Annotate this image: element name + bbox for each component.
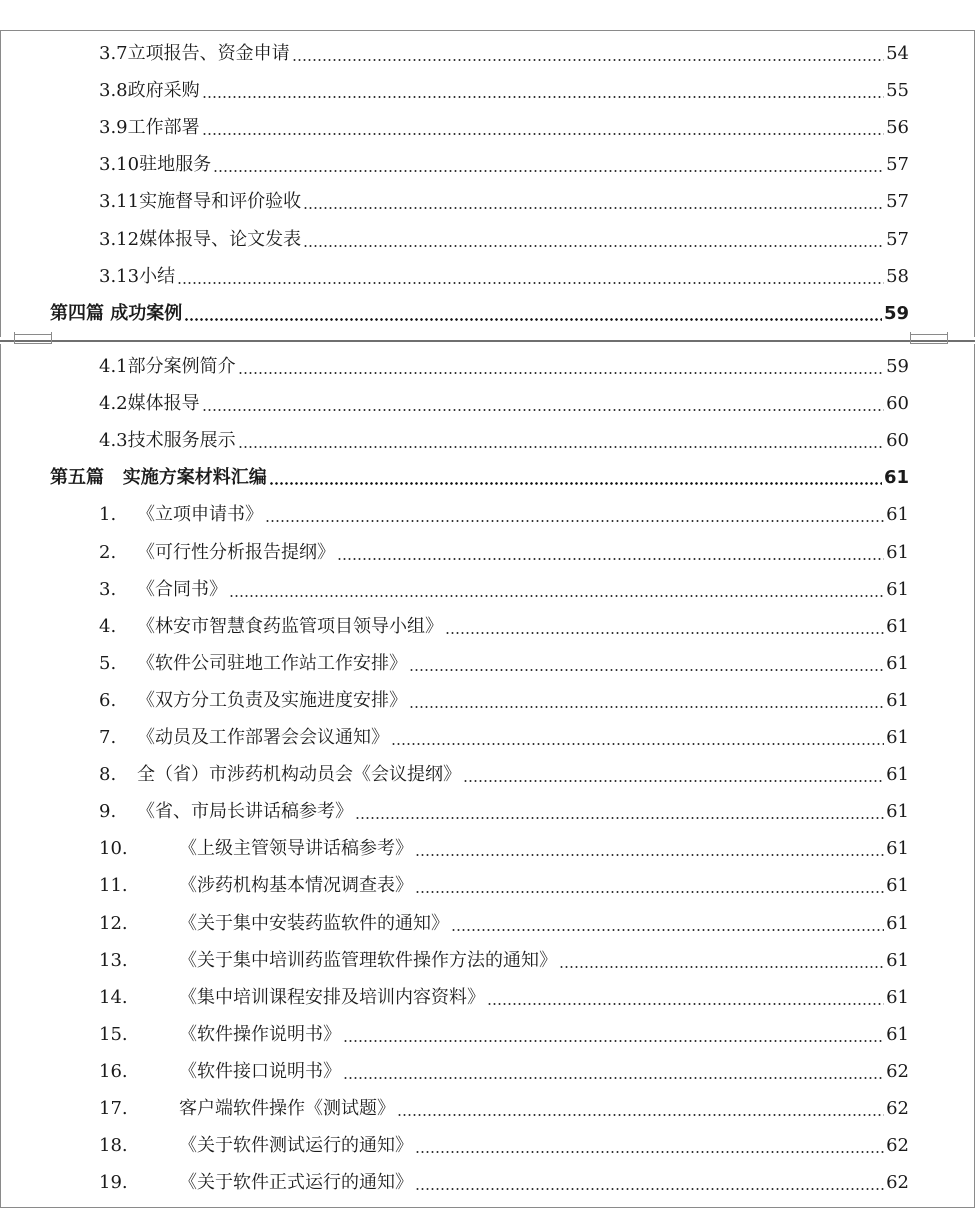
toc-dot-leader (303, 207, 884, 209)
toc-entry-title: 《可行性分析报告提纲》 (137, 542, 335, 563)
toc-dot-leader (355, 817, 884, 819)
toc-entry-content (99, 151, 909, 177)
toc-entry-number: 3. (99, 579, 117, 600)
toc-entry-content (99, 1021, 909, 1047)
toc-dot-leader (415, 891, 884, 893)
toc-page-number: 59 (886, 356, 909, 377)
toc-page-number: 57 (886, 191, 909, 212)
toc-entry-content (99, 984, 909, 1010)
toc-entry-content (50, 464, 909, 490)
toc-entry-content (99, 40, 909, 66)
toc-entry-content (99, 501, 909, 527)
toc-page-number: 60 (886, 430, 909, 451)
toc-entry[interactable] (0, 681, 975, 718)
toc-dot-leader (415, 1188, 884, 1190)
toc-page-number: 61 (883, 467, 909, 488)
toc-entry[interactable] (0, 257, 975, 294)
toc-dot-leader (409, 669, 884, 671)
toc-entry-content (99, 761, 909, 787)
toc-entry-number: 3.13 (99, 266, 140, 287)
toc-entry[interactable] (0, 904, 975, 941)
toc-entry-title: 驻地服务 (139, 154, 212, 175)
toc-entry-content (99, 798, 909, 824)
toc-dot-leader (265, 520, 884, 522)
toc-entry-title: 《省、市局长讲话稿参考》 (137, 801, 353, 822)
toc-entry-number: 3.11 (99, 191, 140, 212)
toc-page-number: 61 (886, 653, 909, 674)
toc-entry[interactable] (0, 570, 975, 607)
toc-entry-title: 《集中培训课程安排及培训内容资料》 (179, 987, 485, 1008)
toc-entry-number: 12. (99, 913, 128, 934)
toc-entry[interactable] (0, 34, 975, 71)
toc-entry-title: 《动员及工作部署会会议通知》 (137, 727, 389, 748)
toc-entry-title: 《关于软件测试运行的通知》 (179, 1135, 413, 1156)
toc-page-number: 57 (886, 229, 909, 250)
toc-entry-title: 《涉药机构基本情况调查表》 (179, 875, 413, 896)
toc-entry-title: 《双方分工负责及实施进度安排》 (137, 690, 407, 711)
toc-page-number: 61 (886, 913, 909, 934)
toc-page-number: 58 (886, 266, 909, 287)
toc-entry-number: 2. (99, 542, 117, 563)
toc-entry-title: 实施督导和评价验收 (139, 191, 302, 212)
toc-dot-leader (343, 1077, 884, 1079)
toc-entry-content (99, 1095, 909, 1121)
toc-entry-number: 4. (99, 616, 117, 637)
toc-dot-leader (409, 706, 884, 708)
toc-entry-title: 《关于软件正式运行的通知》 (179, 1172, 413, 1193)
toc-entry-title: 《软件操作说明书》 (179, 1024, 341, 1045)
toc-page-number: 61 (886, 950, 909, 971)
toc-dot-leader (213, 170, 884, 172)
toc-entry-title: 立项报告、资金申请 (127, 43, 290, 64)
toc-entry[interactable] (0, 1015, 975, 1052)
toc-entry-title: 技术服务展示 (127, 430, 236, 451)
toc-entry-title: 媒体报导、论文发表 (139, 229, 302, 250)
toc-entry-number: 18. (99, 1135, 128, 1156)
toc-entry[interactable] (0, 421, 975, 458)
toc-entry-number: 10. (99, 838, 128, 859)
toc-entry-number: 4.2 (99, 393, 128, 414)
toc-entry-content (99, 650, 909, 676)
toc-entry-content (99, 77, 909, 103)
toc-page-number: 54 (886, 43, 909, 64)
toc-dot-leader (202, 409, 884, 411)
toc-entry-content (99, 1169, 909, 1195)
toc-page-number: 60 (886, 393, 909, 414)
toc-entry-number: 13. (99, 950, 128, 971)
toc-entry[interactable] (0, 607, 975, 644)
toc-page-number: 61 (886, 504, 909, 525)
toc-entry-content (99, 539, 909, 565)
toc-page-number: 61 (886, 764, 909, 785)
toc-entry-content (99, 226, 909, 252)
toc-page-number: 62 (886, 1172, 909, 1193)
toc-dot-leader (391, 743, 884, 745)
toc-page-number: 59 (883, 303, 909, 324)
toc-entry-number: 15. (99, 1024, 128, 1045)
toc-entry-content (99, 263, 909, 289)
toc-entry-number: 1. (99, 504, 117, 525)
toc-entry-title: 《上级主管领导讲话稿参考》 (179, 838, 413, 859)
toc-entry[interactable] (0, 347, 975, 384)
toc-entry-number: 3.7 (99, 43, 128, 64)
toc-page-number: 61 (886, 1024, 909, 1045)
toc-page-number: 61 (886, 690, 909, 711)
toc-entry[interactable] (0, 145, 975, 182)
toc-page-number: 61 (886, 579, 909, 600)
toc-entry[interactable] (0, 182, 975, 219)
toc-entry-number: 第五篇 (50, 467, 104, 488)
toc-dot-leader (202, 96, 884, 98)
toc-entry-title: 《合同书》 (137, 579, 227, 600)
toc-dot-leader (343, 1040, 884, 1042)
toc-entry-number: 7. (99, 727, 117, 748)
toc-entry-number: 17. (99, 1098, 128, 1119)
toc-entry-title: 小结 (139, 266, 176, 287)
toc-dot-leader (303, 245, 884, 247)
toc-entry-content (99, 427, 909, 453)
toc-chapter-entry[interactable] (0, 294, 975, 331)
toc-entry-title: 《软件接口说明书》 (179, 1061, 341, 1082)
toc-dot-leader (269, 482, 882, 485)
page-break-line (0, 340, 975, 342)
toc-dot-leader (445, 632, 884, 634)
toc-dot-leader (238, 446, 884, 448)
toc-entry-content (99, 910, 909, 936)
toc-entry-content (99, 835, 909, 861)
toc-entry-number: 4.1 (99, 356, 128, 377)
toc-entry-title: 部分案例简介 (127, 356, 236, 377)
toc-page-number: 62 (886, 1135, 909, 1156)
toc-entry-number: 3.8 (99, 80, 128, 101)
toc-entry[interactable] (0, 495, 975, 532)
toc-page-number: 62 (886, 1098, 909, 1119)
toc-entry-title: 实施方案材料汇编 (104, 467, 267, 488)
toc-entry-number: 8. (99, 764, 117, 785)
toc-page-number: 57 (886, 154, 909, 175)
toc-entry-content (99, 1058, 909, 1084)
toc-entry-content (99, 687, 909, 713)
toc-dot-leader (463, 780, 884, 782)
toc-entry-title: 全（省）市涉药机构动员会《会议提纲》 (137, 764, 461, 785)
toc-entry-content (99, 188, 909, 214)
toc-entry-title: 媒体报导 (127, 393, 200, 414)
toc-dot-leader (415, 1151, 884, 1153)
toc-dot-leader (415, 854, 884, 856)
toc-entry-number: 14. (99, 987, 128, 1008)
toc-entry-title: 《林安市智慧食药监管项目领导小组》 (137, 616, 443, 637)
toc-page-number: 55 (886, 80, 909, 101)
toc-entry[interactable] (0, 941, 975, 978)
toc-entry-number: 3.10 (99, 154, 140, 175)
toc-page-number: 61 (886, 875, 909, 896)
toc-entry-content (99, 1132, 909, 1158)
toc-page-number: 61 (886, 727, 909, 748)
toc-dot-leader (202, 133, 884, 135)
toc-entry-content (99, 353, 909, 379)
toc-entry[interactable] (0, 1126, 975, 1163)
toc-dot-leader (184, 318, 882, 321)
toc-entry-number: 3.12 (99, 229, 140, 250)
toc-page-number: 56 (886, 117, 909, 138)
toc-entry-title: 《关于集中培训药监管理软件操作方法的通知》 (179, 950, 557, 971)
toc-dot-leader (238, 372, 884, 374)
toc-dot-leader (292, 59, 884, 61)
toc-chapter-entry[interactable] (0, 458, 975, 495)
toc-page-number: 61 (886, 542, 909, 563)
toc-entry-title: 《关于集中安装药监软件的通知》 (179, 913, 449, 934)
toc-entry[interactable] (0, 718, 975, 755)
toc-dot-leader (451, 929, 884, 931)
toc-entry-title: 工作部署 (127, 117, 200, 138)
toc-entry-number: 6. (99, 690, 117, 711)
toc-entry-title: 政府采购 (127, 80, 200, 101)
toc-entry[interactable] (0, 533, 975, 570)
toc-page-number: 61 (886, 616, 909, 637)
toc-entry[interactable] (0, 71, 975, 108)
toc-page-number: 61 (886, 801, 909, 822)
toc-entry[interactable] (0, 220, 975, 257)
toc-entry-title: 《立项申请书》 (137, 504, 263, 525)
toc-entry[interactable] (0, 1052, 975, 1089)
toc-dot-leader (559, 966, 884, 968)
toc-entry-content (99, 872, 909, 898)
toc-entry[interactable] (0, 1089, 975, 1126)
toc-entry-title: 客户端软件操作《测试题》 (179, 1098, 395, 1119)
toc-entry-number: 第四篇 (50, 303, 104, 324)
toc-entry[interactable] (0, 644, 975, 681)
toc-entry-number: 11. (99, 875, 128, 896)
toc-entry-content (50, 300, 909, 326)
toc-entry-content (99, 947, 909, 973)
toc-entry-number: 5. (99, 653, 117, 674)
toc-entry[interactable] (0, 108, 975, 145)
toc-entry-number: 9. (99, 801, 117, 822)
toc-dot-leader (397, 1114, 884, 1116)
toc-entry-number: 19. (99, 1172, 128, 1193)
toc-dot-leader (487, 1003, 884, 1005)
toc-entry-content (99, 724, 909, 750)
toc-entry-title: 成功案例 (104, 303, 183, 324)
toc-dot-leader (177, 282, 884, 284)
toc-entry[interactable] (0, 1163, 975, 1200)
toc-entry[interactable] (0, 755, 975, 792)
toc-entry-content (99, 390, 909, 416)
toc-dot-leader (337, 558, 884, 560)
toc-dot-leader (229, 595, 884, 597)
toc-entry[interactable] (0, 384, 975, 421)
toc-entry[interactable] (0, 829, 975, 866)
toc-entry[interactable] (0, 978, 975, 1015)
toc-entry-number: 16. (99, 1061, 128, 1082)
toc-entry-number: 4.3 (99, 430, 128, 451)
toc-entry-content (99, 114, 909, 140)
toc-page-number: 61 (886, 838, 909, 859)
toc-page-number: 61 (886, 987, 909, 1008)
toc-entry-title: 《软件公司驻地工作站工作安排》 (137, 653, 407, 674)
toc-entry-content (99, 576, 909, 602)
toc-page-number: 62 (886, 1061, 909, 1082)
toc-entry-number: 3.9 (99, 117, 128, 138)
toc-entry-content (99, 613, 909, 639)
toc-entry[interactable] (0, 792, 975, 829)
toc-entry[interactable] (0, 866, 975, 903)
